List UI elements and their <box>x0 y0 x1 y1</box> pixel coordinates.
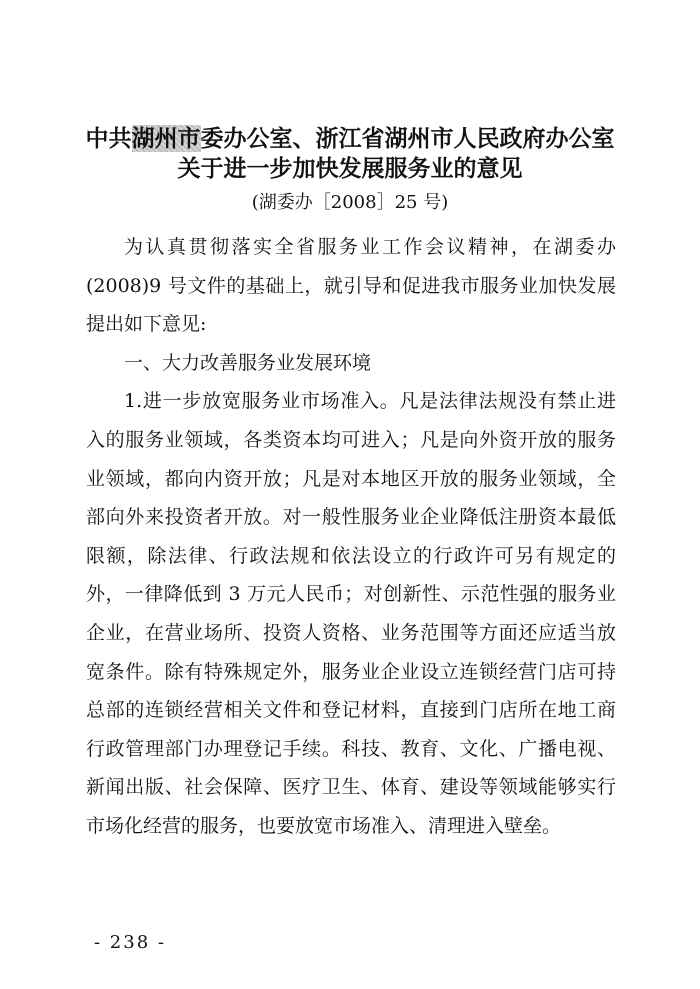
page-number: - 238 - <box>94 932 166 953</box>
document-title-line-2: 关于进一步加快发展服务业的意见 <box>177 155 523 182</box>
title-suffix: 委办公室、浙江省湖州市人民政府办公室 <box>200 125 615 152</box>
paragraph-item-1: 1.进一步放宽服务业市场准入。凡是法律法规没有禁止进入的服务业领域，各类资本均可进入；凡是向外资开放的服务业领域，都向内资开放；凡是对本地区开放的服务业领域，全部向外来投资者开放。对一般性服务业企业降低注册资本最低限额，除法律、行政法规和依法设立的行政许可另有规定的外，一律降低到 3 万元人民币；对创新性、示范性强的服务业企业，在营业场所、投资人资格、业务范围等方面还应适当放宽条件。除有特殊规定外，服务业企业设立连锁经营门店可持总部的连锁经营相关文件和登记材料，直接到门店所在地工商行政管理部门办理登记手续。科技、教育、文化、广播电视、新闻出版、社会保障、医疗卫生、体育、建设等领域能够实行市场化经营的服务，也要放宽市场准入、清理进入壁垒。 <box>86 390 616 837</box>
section-heading: 一、大力改善服务业发展环境 <box>124 351 372 374</box>
document-title-line-1 <box>0 120 700 153</box>
paragraph-intro: 为认真贯彻落实全省服务业工作会议精神，在湖委办(2008)9 号文件的基础上，就引导和促进我市服务业加快发展提出如下意见: <box>86 236 616 336</box>
document-body <box>86 228 616 846</box>
title-prefix: 中共 <box>85 125 132 152</box>
title-highlighted-term: 湖州市 <box>131 125 201 152</box>
document-number: (湖委办［2008］25 号) <box>251 192 449 213</box>
